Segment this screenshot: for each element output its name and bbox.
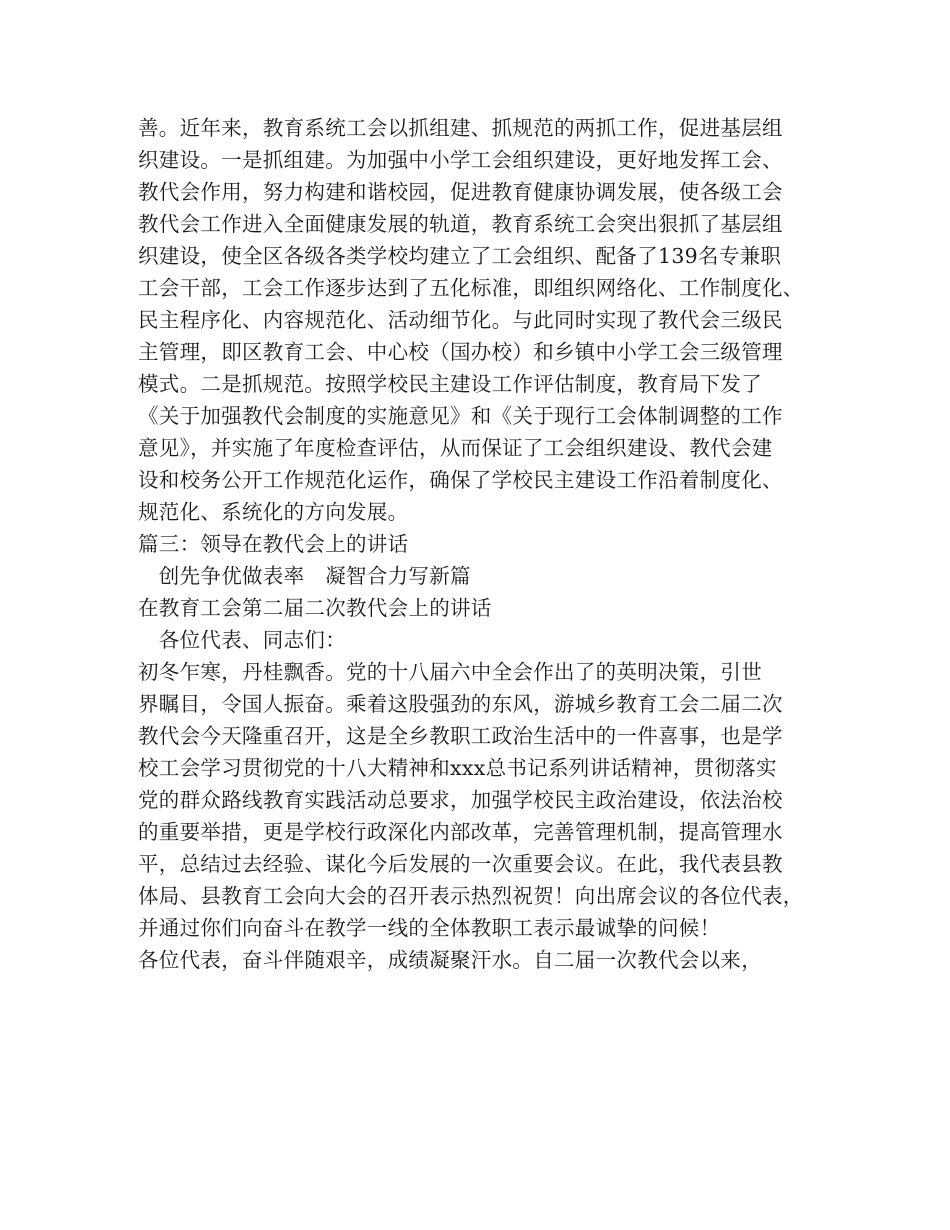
- speech-title: 创先争优做表率 凝智合力写新篇: [138, 564, 471, 588]
- text-line: 设和校务公开工作规范化运作，确保了学校民主建设工作沿着制度化、: [138, 468, 783, 492]
- text-line: 教代会作用，努力构建和谐校园，促进教育健康协调发展，使各级工会: [138, 180, 783, 204]
- text-line: 织建设，使全区各级各类学校均建立了工会组织、配备了139名专兼职: [138, 244, 782, 268]
- text-line: 教代会工作进入全面健康发展的轨道，教育系统工会突出狠抓了基层组: [138, 212, 783, 236]
- text-line: 教代会今天隆重召开，这是全乡教职工政治生活中的一件喜事，也是学: [138, 724, 783, 748]
- text-line: 各位代表，奋斗伴随艰辛，成绩凝聚汗水。自二届一次教代会以来，: [138, 948, 762, 972]
- text-line: 织建设。一是抓组建。为加强中小学工会组织建设，更好地发挥工会、: [138, 148, 783, 172]
- text-line: 初冬乍寒，丹桂飘香。党的十八届六中全会作出了的英明决策，引世: [138, 660, 762, 684]
- text-line: 校工会学习贯彻党的十八大精神和xxx总书记系列讲话精神，贯彻落实: [138, 756, 777, 780]
- salutation: 各位代表、同志们：: [138, 628, 346, 652]
- text-line: 的重要举措，更是学校行政深化内部改革，完善管理机制，提高管理水: [138, 820, 783, 844]
- text-line: 模式。二是抓规范。按照学校民主建设工作评估制度，教育局下发了: [138, 372, 762, 396]
- section-heading: 篇三：领导在教代会上的讲话: [138, 532, 409, 556]
- speech-subtitle: 在教育工会第二届二次教代会上的讲话: [138, 596, 492, 620]
- text-line: 党的群众路线教育实践活动总要求，加强学校民主政治建设，依法治校: [138, 788, 783, 812]
- text-line: 工会干部，工会工作逐步达到了五化标准，即组织网络化、工作制度化、: [138, 276, 804, 300]
- text-line: 《关于加强教代会制度的实施意见》和《关于现行工会体制调整的工作: [138, 404, 783, 428]
- text-line: 界瞩目，令国人振奋。乘着这股强劲的东风，游城乡教育工会二届二次: [138, 692, 783, 716]
- text-line: 规范化、系统化的方向发展。: [138, 500, 409, 524]
- text-line: 平，总结过去经验、谋化今后发展的一次重要会议。在此，我代表县教: [138, 852, 783, 876]
- text-line: 民主程序化、内容规范化、活动细节化。与此同时实现了教代会三级民: [138, 308, 783, 332]
- text-line: 善。近年来，教育系统工会以抓组建、抓规范的两抓工作，促进基层组: [138, 116, 783, 140]
- text-line: 并通过你们向奋斗在教学一线的全体教职工表示最诚挚的问候！: [138, 916, 721, 940]
- text-line: 体局、县教育工会向大会的召开表示热烈祝贺！向出席会议的各位代表，: [138, 884, 804, 908]
- text-line: 主管理，即区教育工会、中心校（国办校）和乡镇中小学工会三级管理: [138, 340, 783, 364]
- text-line: 意见》，并实施了年度检查评估，从而保证了工会组织建设、教代会建: [138, 436, 773, 460]
